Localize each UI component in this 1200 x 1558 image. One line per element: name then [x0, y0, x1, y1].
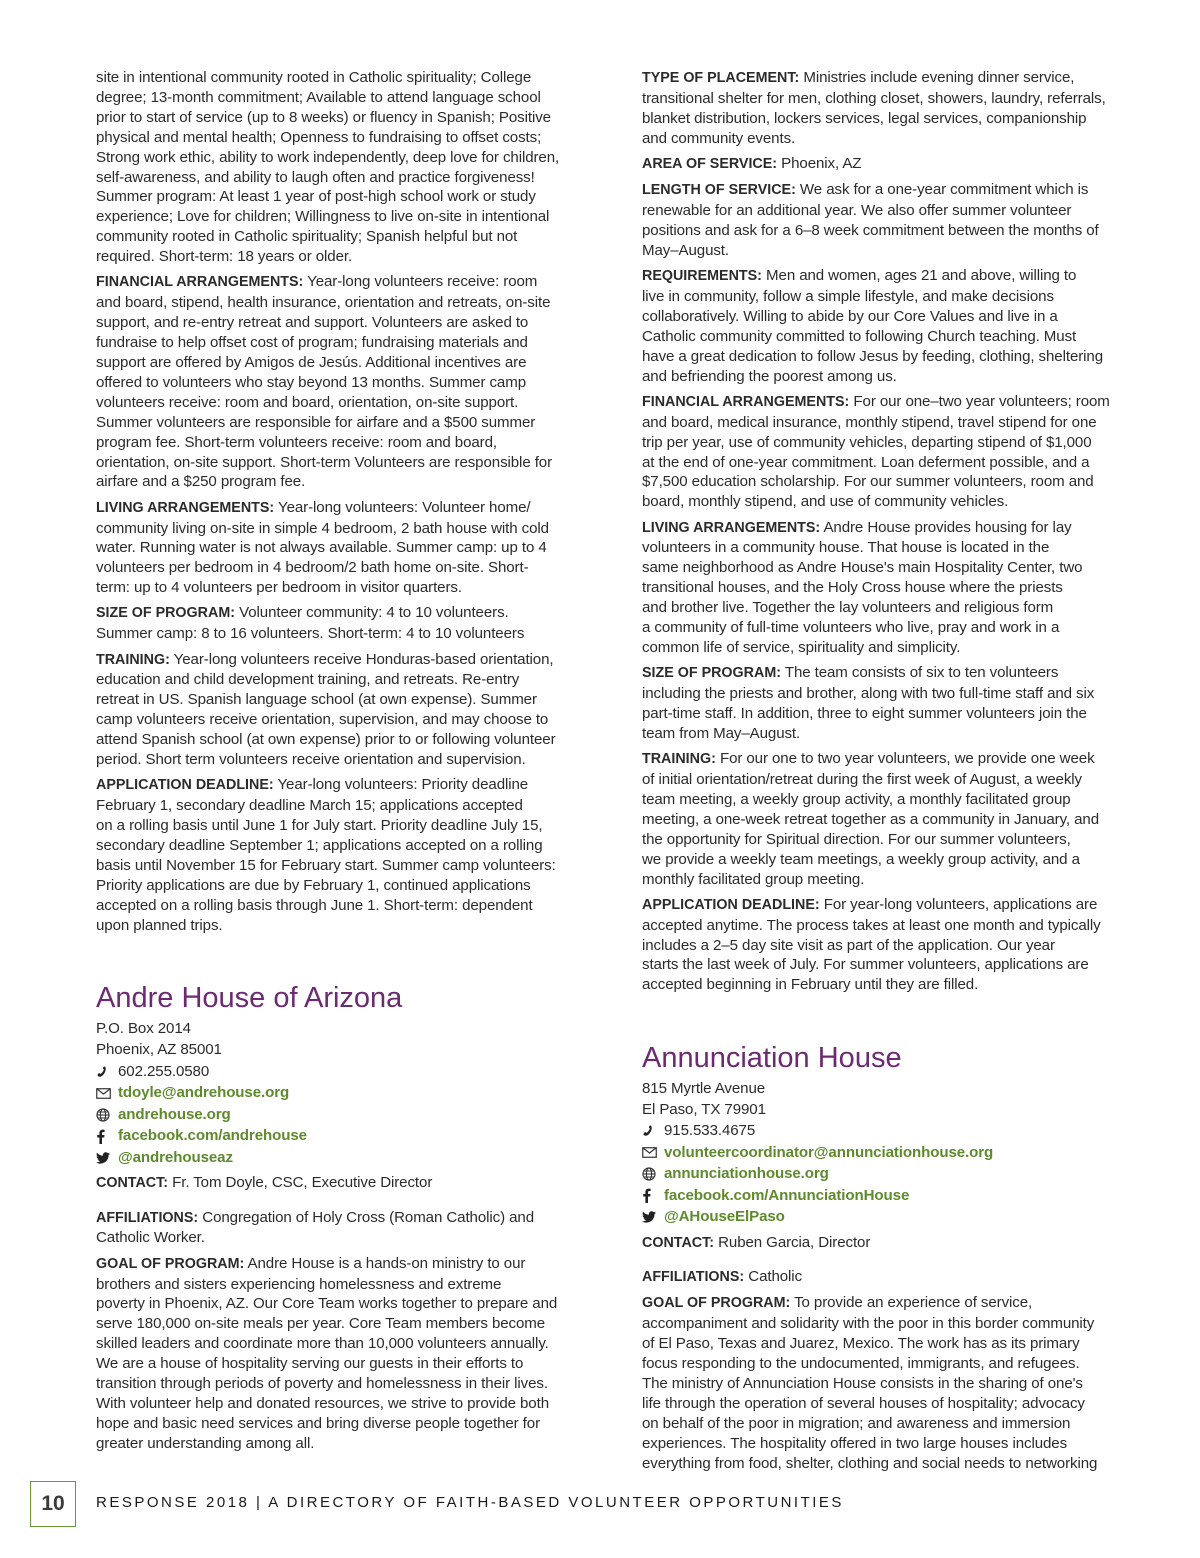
left-column [96, 68, 608, 1459]
andre-house-section-line: poverty in Phoenix, AZ. Our Core Team works together to prepare and [96, 1295, 558, 1313]
andre-house-section-line: and brother live. Together the lay volunteers and religious form [642, 599, 1054, 617]
amigos-section-line: water. Running water is not always available. Summer camp: up to 4 [96, 539, 547, 557]
amigos-section [96, 603, 608, 644]
annunciation-house-section-line: on behalf of the poor in migration; and awareness and immersion [642, 1414, 1071, 1432]
andre-house-section-label: GOAL OF PROGRAM: [96, 1255, 245, 1272]
annunciation-house-facebook-link[interactable] [642, 1185, 1154, 1207]
annunciation-house-contact-label: CONTACT: [642, 1235, 715, 1252]
annunciation-house-address-line1: 815 Myrtle Avenue [642, 1079, 766, 1097]
andre-house-twitter-link[interactable] [96, 1147, 608, 1169]
andre-house-section-label: LIVING ARRANGEMENTS: [642, 519, 821, 536]
annunciation-house-website-link-text[interactable]: annunciationhouse.org [664, 1165, 829, 1183]
amigos-section-label: FINANCIAL ARRANGEMENTS: [96, 274, 304, 291]
amigos-section-line: Summer camp: 8 to 16 volunteers. Short-term: 4 to 10 volunteers [96, 625, 525, 643]
twitter-icon [96, 1152, 118, 1164]
amigos-section-line: upon planned trips. [96, 916, 223, 934]
annunciation-house-twitter-link[interactable] [642, 1207, 1154, 1229]
andre-house-email-link[interactable] [96, 1082, 608, 1104]
andre-house-section-line: have a great dedication to follow Jesus by feeding, clothing, sheltering [642, 347, 1104, 365]
andre-house-section-label: TRAINING: [642, 751, 716, 768]
andre-house-email-link-text[interactable]: tdoyle@andrehouse.org [118, 1084, 290, 1102]
amigos-section-line: fundraise to help offset cost of program; fundraising materials and [96, 334, 528, 352]
andre-house-section-line: For year-long volunteers, applications are [819, 895, 1098, 913]
andre-house-section [642, 392, 1154, 512]
andre-house-section [642, 518, 1154, 658]
andre-house-section-line: collaboratively. Willing to abide by our Core Values and live in a [642, 307, 1058, 325]
twitter-icon [642, 1211, 664, 1223]
amigos-section-label: LIVING ARRANGEMENTS: [96, 499, 275, 516]
globe-icon [642, 1167, 664, 1181]
andre-house-section-line: serve 180,000 on-site meals per year. Core Team members become [96, 1315, 546, 1333]
annunciation-house-phone-text: 915.533.4675 [664, 1122, 756, 1140]
spacer [96, 1200, 608, 1208]
andre-house-section-line: May–August. [642, 241, 729, 259]
andre-house-phone [96, 1061, 608, 1083]
intro-line: experience; Love for children; Willingness to live on-site in intentional [96, 208, 550, 226]
andre-house-section-line: Andre House provides housing for lay [820, 518, 1072, 536]
amigos-section-line: and board, stipend, health insurance, orientation and retreats, on-site [96, 294, 551, 312]
amigos-section-line: volunteers per bedroom in 4 bedroom/2 bath home on-site. Short- [96, 559, 529, 577]
andre-house-contact [96, 1173, 608, 1194]
andre-house-section-line: We ask for a one-year commitment which is [795, 181, 1089, 199]
intro-line: community rooted in Catholic spirituality; Spanish helpful but not [96, 228, 518, 246]
andre-house-facebook-link-text[interactable]: facebook.com/andrehouse [118, 1127, 307, 1145]
amigos-section-line: Priority applications are due by February 1, continued applications [96, 876, 531, 894]
annunciation-house-section-line: focus responding to the undocumented, immigrants, and refugees. [642, 1355, 1080, 1373]
annunciation-house-title: Annunciation House [642, 1041, 902, 1074]
amigos-section-label: SIZE OF PROGRAM: [96, 605, 235, 622]
andre-house-contact-label: CONTACT: [96, 1175, 169, 1192]
amigos-section [96, 498, 608, 599]
annunciation-house-phone [642, 1121, 1154, 1143]
andre-house-section-line: positions and ask for a 6–8 week commitment between the months of [642, 221, 1099, 239]
amigos-section [96, 272, 608, 492]
andre-house-section-label: REQUIREMENTS: [642, 268, 762, 285]
annunciation-house-email-link-text[interactable]: volunteercoordinator@annunciationhouse.org [664, 1143, 994, 1161]
andre-house-section-line: team meeting, a weekly group activity, a monthly facilitated group [642, 790, 1071, 808]
amigos-section-line: basis until November 15 for February start. Summer camp volunteers: [96, 856, 556, 874]
amigos-section-line: secondary deadline September 1; applications accepted on a rolling [96, 837, 543, 855]
annunciation-house-section-line: life through the operation of several houses of hospitality; advocacy [642, 1394, 1085, 1412]
andre-house-section-line: renewable for an additional year. We also offer summer volunteer [642, 202, 1072, 220]
andre-house-section-line: includes a 2–5 day site visit as part of the application. Our year [642, 936, 1055, 954]
andre-house-section [96, 1208, 608, 1249]
annunciation-house-section-label: AFFILIATIONS: [642, 1269, 745, 1286]
andre-house-title: Andre House of Arizona [96, 981, 403, 1014]
andre-house-phone-text: 602.255.0580 [118, 1062, 210, 1080]
andre-house-section-line: volunteers in a community house. That house is located in the [642, 539, 1050, 557]
andre-house-section-line: part-time staff. In addition, three to eight summer volunteers join the [642, 704, 1087, 722]
spacer [642, 1259, 1154, 1267]
amigos-section-line: Summer volunteers are responsible for airfare and a $500 summer [96, 413, 536, 431]
andre-house-section-line: and board, medical insurance, monthly stipend, travel stipend for one [642, 413, 1097, 431]
andre-house-section-line: including the priests and brother, along with two full-time staff and six [642, 685, 1095, 703]
amigos-section-line: retreat in US. Spanish language school (at own expense). Summer [96, 691, 537, 709]
andre-house-section [96, 1254, 608, 1454]
annunciation-house-address-line2: El Paso, TX 79901 [642, 1101, 766, 1119]
amigos-section-label: TRAINING: [96, 651, 170, 668]
amigos-section-line: Year-long volunteers receive: room [303, 273, 538, 291]
amigos-section-line: period. Short term volunteers receive orientation and supervision. [96, 751, 526, 769]
annunciation-house-contact-value: Ruben Garcia, Director [714, 1234, 871, 1252]
andre-house-section-line: Ministries include evening dinner service, [799, 69, 1075, 86]
andre-house-section-line: We are a house of hospitality serving our guests in their efforts to [96, 1355, 524, 1373]
andre-house-section-line: Catholic community committed to following Church teaching. Must [642, 327, 1077, 345]
andre-house-section-label: FINANCIAL ARRANGEMENTS: [642, 393, 850, 410]
annunciation-house-section-line: The ministry of Annunciation House consists in the sharing of one's [642, 1375, 1083, 1393]
andre-house-section-line: Phoenix, AZ [777, 154, 862, 172]
andre-house-section-label: TYPE OF PLACEMENT: [642, 70, 800, 86]
annunciation-house-contact [642, 1233, 1154, 1254]
footer-text: RESPONSE 2018 | A DIRECTORY OF FAITH-BASED VOLUNTEER OPPORTUNITIES [96, 1494, 844, 1511]
annunciation-house-section [642, 1267, 1154, 1288]
annunciation-house-section [642, 1293, 1154, 1473]
amigos-section-line: on a rolling basis until June 1 for July start. Priority deadline July 15, [96, 817, 543, 835]
amigos-section-line: community living on-site in simple 4 bedroom, 2 bath house with cold [96, 519, 549, 537]
intro-line: self-awareness, and ability to laugh often and practice forgiveness! [96, 168, 535, 186]
intro-line: prior to start of service (up to 8 weeks) or fluency in Spanish; Positive [96, 108, 551, 126]
andre-house-section-line: transitional shelter for men, clothing closet, showers, laundry, referrals, [642, 89, 1106, 107]
andre-house-section-line: and community events. [642, 129, 796, 147]
andre-house-section-line: Catholic Worker. [96, 1229, 205, 1247]
andre-house-section-line: same neighborhood as Andre House's main Hospitality Center, two [642, 559, 1083, 577]
andre-house-twitter-link-text[interactable]: @andrehouseaz [118, 1148, 233, 1166]
amigos-section-line: Year-long volunteers: Volunteer home/ [274, 498, 531, 516]
andre-house-section-line: the opportunity for Spiritual direction. For our summer volunteers, [642, 830, 1071, 848]
andre-house-section [642, 266, 1154, 386]
amigos-section-line: airfare and a $250 program fee. [96, 473, 306, 491]
andre-house-section-label: AREA OF SERVICE: [642, 155, 778, 172]
andre-house-section-line: Men and women, ages 21 and above, willing to [761, 267, 1077, 285]
annunciation-house-section-label: GOAL OF PROGRAM: [642, 1295, 791, 1312]
andre-house-section-line: common life of service, spirituality and simplicity. [642, 638, 961, 656]
andre-house-section-line: The team consists of six to ten volunteers [781, 664, 1059, 682]
andre-house-section-label: AFFILIATIONS: [96, 1209, 199, 1226]
andre-house-section-line: transitional houses, and the Holy Cross house where the priests [642, 579, 1063, 597]
amigos-section-line: camp volunteers receive orientation, supervision, and may choose to [96, 711, 549, 729]
email-icon [642, 1147, 664, 1158]
intro-line: Summer program: At least 1 year of post-high school work or study [96, 188, 536, 206]
andre-house-section-line: Congregation of Holy Cross (Roman Catholic) and [198, 1208, 534, 1226]
email-icon [96, 1088, 118, 1099]
amigos-section [96, 775, 608, 935]
intro-requirements [96, 68, 608, 267]
andre-house-address-line1: P.O. Box 2014 [96, 1019, 191, 1037]
amigos-section [96, 650, 608, 770]
amigos-section-line: volunteers receive: room and board, orientation, on-site support. [96, 393, 519, 411]
andre-house-section [642, 154, 1154, 175]
annunciation-house-section-line: everything from food, shelter, clothing and social needs to networking [642, 1454, 1098, 1472]
andre-house-section-line: of initial orientation/retreat during the first week of August, a weekly [642, 770, 1082, 788]
andre-house-section [642, 180, 1154, 261]
andre-house-section-line: starts the last week of July. For summer volunteers, applications are [642, 956, 1089, 974]
andre-house-section-label: APPLICATION DEADLINE: [642, 896, 820, 913]
andre-house-section-line: a community of full-time volunteers who live, pray and work in a [642, 619, 1060, 637]
amigos-section-line: accepted on a rolling basis through June 1. Short-term: dependent [96, 896, 533, 914]
andre-house-section-line: transition through periods of poverty and homelessness in their lives. [96, 1375, 548, 1393]
andre-house-address-line2: Phoenix, AZ 85001 [96, 1041, 222, 1059]
amigos-section-line: support are offered by Amigos de Jesús. Additional incentives are [96, 353, 527, 371]
andre-house-section-line: and befriending the poorest among us. [642, 367, 897, 385]
amigos-section-line: program fee. Short-term volunteers receive: room and board, [96, 433, 497, 451]
annunciation-house-email-link[interactable] [642, 1142, 1154, 1164]
annunciation-house-section-line: experiences. The hospitality offered in two large houses includes [642, 1434, 1068, 1452]
andre-house-section-line: Andre House is a hands-on ministry to our [244, 1254, 526, 1272]
andre-house-section-line: For our one to two year volunteers, we provide one week [715, 750, 1095, 768]
andre-house-section-line: live in community, follow a simple lifestyle, and make decisions [642, 287, 1054, 305]
annunciation-house-section-line: of El Paso, Texas and Juarez, Mexico. The work has as its primary [642, 1335, 1080, 1353]
andre-house-section-line: accepted beginning in February until they are filled. [642, 976, 979, 994]
annunciation-house-section-line: accompaniment and solidarity with the poor in this border community [642, 1315, 1095, 1333]
andre-house-section-line: blanket distribution, lockers services, legal services, companionship [642, 109, 1087, 127]
andre-house-facebook-link[interactable] [96, 1125, 608, 1147]
phone-icon [96, 1065, 118, 1079]
andre-house-website-link-text[interactable]: andrehouse.org [118, 1105, 231, 1123]
andre-house-section-line: For our one–two year volunteers; room [849, 392, 1110, 410]
andre-house-section-line: trip per year, use of community vehicles, departing stipend of $1,000 [642, 433, 1092, 451]
page-number: 10 [30, 1481, 76, 1527]
right-column [642, 68, 1154, 1479]
intro-line: Strong work ethic, ability to work independently, deep love for children, [96, 148, 560, 166]
annunciation-house-section-line: To provide an experience of service, [790, 1294, 1033, 1312]
amigos-section-label: APPLICATION DEADLINE: [96, 777, 274, 794]
intro-line: required. Short-term: 18 years or older. [96, 248, 353, 266]
andre-house-section-line: we provide a weekly team meetings, a weekly group activity, and a [642, 850, 1080, 868]
andre-house-section-line: accepted anytime. The process takes at least one month and typically [642, 916, 1101, 934]
amigos-section-line: February 1, secondary deadline March 15; applications accepted [96, 797, 523, 815]
amigos-section-line: Volunteer community: 4 to 10 volunteers. [235, 604, 509, 622]
amigos-section-line: offered to volunteers who stay beyond 13 months. Summer camp [96, 373, 526, 391]
andre-house-section-line: With volunteer help and donated resources, we strive to provide both [96, 1395, 549, 1412]
amigos-section-line: orientation, on-site support. Short-term Volunteers are responsible for [96, 453, 553, 471]
andre-house-section [642, 895, 1154, 996]
annunciation-house-website-link[interactable] [642, 1164, 1154, 1186]
intro-line: site in intentional community rooted in Catholic spirituality; College [96, 69, 532, 86]
andre-house-section-line: at the end of one-year commitment. Loan deferment possible, and a [642, 453, 1090, 471]
amigos-section-line: support, and re-entry retreat and support. Volunteers are asked to [96, 314, 529, 332]
andre-house-section-line: $7,500 education scholarship. For our summer volunteers, room and [642, 473, 1094, 491]
andre-house-section-line: skilled leaders and coordinate more than 10,000 volunteers annually. [96, 1335, 549, 1353]
facebook-icon [642, 1188, 664, 1203]
amigos-section-line: attend Spanish school (at own expense) prior to or following volunteer [96, 731, 556, 749]
annunciation-house-twitter-link-text[interactable]: @AHouseElPaso [664, 1208, 785, 1226]
amigos-section-line: term: up to 4 volunteers per bedroom in visitor quarters. [96, 579, 462, 597]
intro-line: physical and mental health; Openness to fundraising to offset costs; [96, 128, 542, 146]
andre-house-section-line: hope and basic need services and bring diverse people together for [96, 1414, 540, 1432]
andre-house-section [642, 663, 1154, 744]
andre-house-contact-value: Fr. Tom Doyle, CSC, Executive Director [168, 1174, 433, 1192]
amigos-section-line: Year-long volunteers receive Honduras-based orientation, [169, 650, 554, 668]
andre-house-section-line: brothers and sisters experiencing homelessness and extreme [96, 1275, 502, 1293]
andre-house-section-line: team from May–August. [642, 724, 801, 742]
annunciation-house-section-line: Catholic [744, 1268, 803, 1286]
globe-icon [96, 1108, 118, 1122]
spacer [642, 1001, 1154, 1041]
phone-icon [642, 1124, 664, 1138]
amigos-section-line: education and child development training, and retreats. Re-entry [96, 671, 520, 689]
andre-house-website-link[interactable] [96, 1104, 608, 1126]
andre-house-section [642, 749, 1154, 889]
andre-house-section-label: SIZE OF PROGRAM: [642, 665, 781, 682]
andre-house-section-line: meeting, a one-week retreat together as a community in January, and [642, 810, 1099, 828]
amigos-section-line: Year-long volunteers: Priority deadline [273, 776, 529, 794]
andre-house-section-label: LENGTH OF SERVICE: [642, 182, 796, 199]
andre-house-section-line: monthly facilitated group meeting. [642, 870, 865, 888]
annunciation-house-facebook-link-text[interactable]: facebook.com/AnnunciationHouse [664, 1186, 910, 1204]
andre-house-section [642, 68, 1154, 149]
andre-house-section-line: greater understanding among all. [96, 1434, 315, 1452]
intro-line: degree; 13-month commitment; Available to attend language school [96, 88, 541, 106]
spacer [96, 941, 608, 981]
facebook-icon [96, 1129, 118, 1144]
andre-house-section-line: board, monthly stipend, and use of community vehicles. [642, 493, 1009, 511]
